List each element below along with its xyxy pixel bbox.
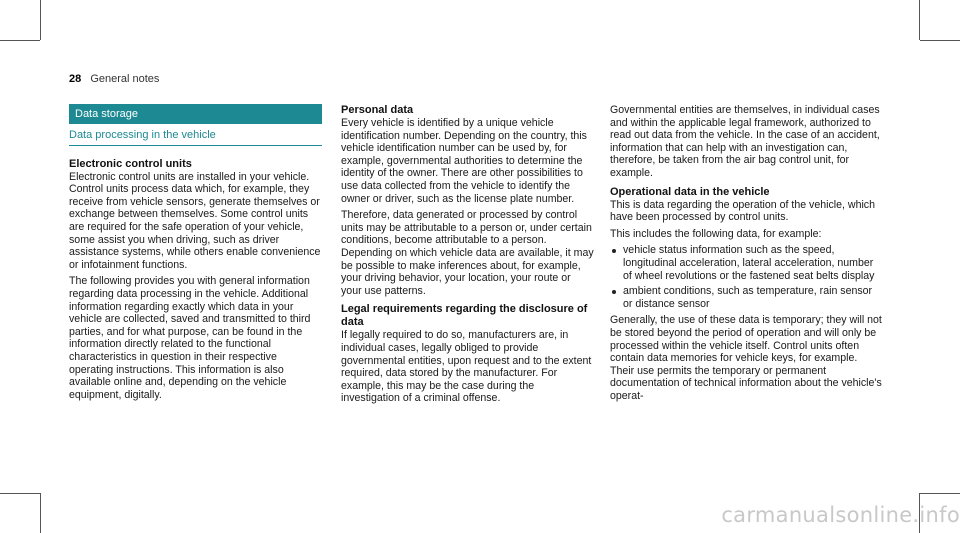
crop-mark <box>920 493 960 494</box>
paragraph: Electronic control units are installed in your vehicle. Control units process data which, for example, they receive from vehicle sensors, generate themselves or exchange between themselves. Some control units are required for the safe operation of your vehicle, some assist you when driving, such as driver assistance systems, while others enable convenience or infotainment functions. <box>69 170 321 271</box>
list-item: vehicle status information such as the speed, longitudinal acceleration, lateral acceleration, number of wheel revolutions or the fastened seat belts display <box>610 244 882 282</box>
list-item: ambient conditions, such as temperature, rain sensor or distance sensor <box>610 285 882 310</box>
column-2 <box>341 104 594 409</box>
paragraph: Therefore, data generated or processed by control units may be attributable to a person or, under certain conditions, become attributable to a person. Depending on which vehicle data are available, it may be possible to make inferences about, for example, your driving behavior, your location, your route or your use patterns. <box>341 209 594 297</box>
paragraph: Governmental entities are themselves, in individual cases and within the applicable legal framework, authorized to read out data from the vehicle. In the case of an accident, information that can help with an investigation can, therefore, be taken from the air bag control unit, for example. <box>610 104 880 179</box>
crop-mark <box>40 493 41 533</box>
crop-mark <box>920 40 960 41</box>
column-1 <box>69 104 322 405</box>
page-header <box>69 73 159 85</box>
paragraph: Generally, the use of these data is temporary; they will not be stored beyond the period of operation and will only be processed within the vehicle itself. Control units often contain data memories for vehicle keys, for example. Their use permits the temporary or permanent documentation of technical information about the vehicle's operat- <box>610 314 882 402</box>
paragraph: The following provides you with general information regarding data processing in the vehicle. Additional information regarding exactly which data in your vehicle are collected, saved and transmitted to third parties, and for what purpose, can be found in the information directly related to the functional characteristics in question in their respective operating instructions. This information is also available online and, depending on the vehicle equipment, digitally. <box>69 275 311 401</box>
paragraph: Every vehicle is identified by a unique vehicle identification number. Depending on the country, this vehicle identification number can be used by, for example, governmental authorities to determine the identity of the owner. There are other possibilities to use data collected from the vehicle to identify the owner or driver, such as the license plate number. <box>341 117 587 205</box>
paragraph: This is data regarding the operation of the vehicle, which have been processed by control units. <box>610 198 875 224</box>
running-title: General notes <box>90 73 160 85</box>
heading-legal-requirements: Legal requirements regarding the disclosure of data <box>341 303 588 329</box>
column-3 <box>610 104 882 406</box>
watermark: carmanualsonline.info <box>721 503 960 527</box>
crop-mark <box>0 493 40 494</box>
crop-mark <box>40 0 41 40</box>
paragraph: This includes the following data, for example: <box>610 227 822 240</box>
crop-mark <box>919 0 920 40</box>
bullet-list <box>610 244 882 310</box>
subheading: Data processing in the vehicle <box>69 129 322 146</box>
heading-operational-data: Operational data in the vehicle <box>610 185 770 198</box>
section-bar: Data storage <box>69 104 322 124</box>
heading-electronic-control-units: Electronic control units <box>69 157 192 170</box>
crop-mark <box>0 40 40 41</box>
heading-personal-data: Personal data <box>341 104 414 116</box>
page-number: 28 <box>69 73 82 85</box>
paragraph: If legally required to do so, manufacturers are, in individual cases, legally obliged to provide governmental entities, upon request and to the extent required, data stored by the manufacturer. For example, this may be the case during the investigation of a criminal offense. <box>341 329 592 405</box>
